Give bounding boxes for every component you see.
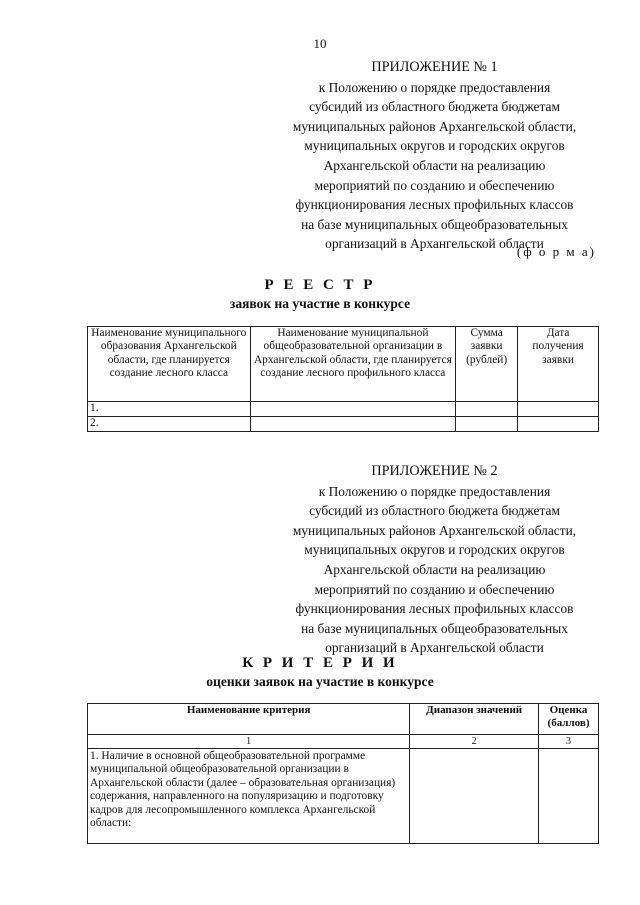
- appendix-1-line: организаций в Архангельской области: [325, 236, 544, 252]
- column-number: 1: [88, 735, 410, 749]
- row-number: 2.: [88, 417, 251, 432]
- table-cell: [250, 417, 456, 432]
- criteria-title: К Р И Т Е Р И И: [242, 655, 398, 671]
- appendix-2-line: функционирования лесных профильных классов: [295, 601, 574, 617]
- column-number: 3: [539, 735, 599, 749]
- appendix-2-line: на базе муниципальных общеобразовательных: [301, 620, 568, 636]
- appendix-1-line: муниципальных округов и городских округов: [304, 138, 565, 154]
- table-cell: [250, 402, 456, 417]
- appendix-2-line: к Положению о порядке предоставления: [318, 483, 551, 499]
- appendix-2-header: [262, 462, 607, 658]
- table-cell: [518, 402, 599, 417]
- appendix-2-title: ПРИЛОЖЕНИЕ № 2: [371, 463, 498, 479]
- registry-subtitle: заявок на участие в конкурсе: [229, 296, 411, 311]
- appendix-2-line: организаций в Архангельской области: [325, 640, 544, 656]
- appendix-1-line: на базе муниципальных общеобразовательных: [301, 216, 568, 232]
- appendix-1-line: субсидий из областного бюджета бюджетам: [309, 99, 560, 115]
- appendix-1-line: мероприятий по созданию и обеспечению: [314, 177, 555, 193]
- column-number: 2: [410, 735, 539, 749]
- table-row: [88, 402, 599, 417]
- appendix-1-line: Архангельской области на реализацию: [323, 157, 546, 173]
- page-number: 10: [313, 36, 327, 51]
- appendix-1-line: к Положению о порядке предоставления: [318, 79, 551, 95]
- appendix-1-title: ПРИЛОЖЕНИЕ № 1: [371, 59, 498, 75]
- form-note: (ф о р м а): [516, 244, 596, 259]
- appendix-2-line: мероприятий по созданию и обеспечению: [314, 581, 555, 597]
- criterion-text: 1. Наличие в основной общеобразовательной программе муниципальной общеобразовательной организации в Архангельской области (далее – образовательная организация) содержания, направленного на популяризацию и подготовку кадров для лесопромышленного комплекса Архангельской области:: [88, 749, 410, 844]
- appendix-1-line: функционирования лесных профильных классов: [295, 197, 574, 213]
- table-cell: [456, 402, 518, 417]
- criteria-header-cell: Диапазон значений: [410, 704, 539, 735]
- registry-header-cell: Сумма заявки (рублей): [456, 327, 518, 402]
- appendix-2-line: Архангельской области на реализацию: [323, 561, 546, 577]
- appendix-1-header: [262, 58, 607, 254]
- table-row: [88, 417, 599, 432]
- table-cell: [410, 749, 539, 844]
- criteria-subtitle: оценки заявок на участие в конкурсе: [206, 674, 434, 689]
- table-cell: [539, 749, 599, 844]
- table-cell: [518, 417, 599, 432]
- criteria-header-row: [88, 704, 599, 735]
- registry-header-row: [88, 327, 599, 402]
- registry-title: Р Е Е С Т Р: [264, 277, 376, 293]
- appendix-2-line: субсидий из областного бюджета бюджетам: [309, 503, 560, 519]
- registry-header-cell: Дата получения заявки: [518, 327, 599, 402]
- criteria-number-row: [88, 735, 599, 749]
- criteria-table: [87, 703, 599, 844]
- table-row: [88, 749, 599, 844]
- appendix-2-line: муниципальных округов и городских округов: [304, 542, 565, 558]
- registry-header-cell: Наименование муниципального образования Архангельской области, где планируется создание лесного класса: [88, 327, 251, 402]
- table-cell: [456, 417, 518, 432]
- appendix-1-line: муниципальных районов Архангельской области,: [292, 118, 577, 134]
- registry-table: [87, 326, 599, 432]
- criteria-header-cell: Наименование критерия: [88, 704, 410, 735]
- appendix-2-line: муниципальных районов Архангельской области,: [292, 522, 577, 538]
- registry-header-cell: Наименование муниципальной общеобразовательной организации в Архангельской области, где планируется создание лесного профильного класса: [250, 327, 456, 402]
- row-number: 1.: [88, 402, 251, 417]
- criteria-header-cell: Оценка (баллов): [539, 704, 599, 735]
